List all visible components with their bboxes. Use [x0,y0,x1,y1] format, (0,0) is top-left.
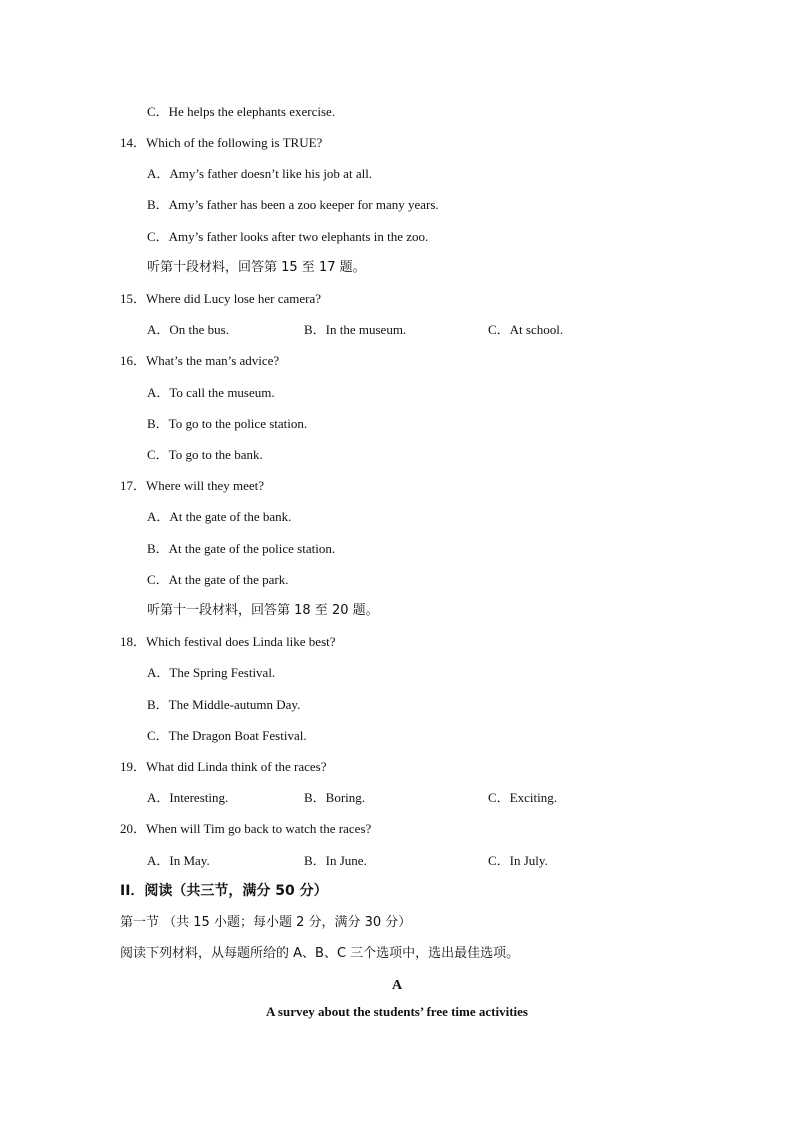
q15-option-a: A．On the bus. [147,322,229,337]
q20-option-b: B．In June. [304,853,367,868]
q16-option-a: A．To call the museum. [147,385,275,400]
passage-title: A survey about the students’ free time activities [265,1004,528,1019]
q16-option-b: B．To go to the police station. [147,416,308,431]
q17-option-b: B．At the gate of the police station. [147,541,336,556]
q17-option-c: C．At the gate of the park. [147,572,289,587]
q15-option-b: B．In the museum. [304,322,407,337]
question-19: 19．What did Linda think of the races? [120,759,327,774]
question-16: 16．What’s the man’s advice? [120,353,280,368]
q15-option-c: C．At school. [488,322,564,337]
reading-instruction: 阅读下列材料，从每题所给的 A、B、C 三个选项中，选出最佳选项。 [120,946,520,961]
q19-option-a: A．Interesting. [147,790,229,805]
question-20: 20．When will Tim go back to watch the races? [120,821,372,836]
question-17: 17．Where will they meet? [120,478,265,493]
listening-instruction-10: 听第十段材料，回答第 15 至 17 题。 [147,260,366,275]
q18-option-a: A．The Spring Festival. [147,665,276,680]
q14-option-c: C．Amy’s father looks after two elephants in the zoo. [147,229,429,244]
q20-option-c: C．In July. [488,853,548,868]
q14-option-a: A．Amy’s father doesn’t like his job at all. [147,166,373,181]
question-14: 14．Which of the following is TRUE? [120,135,323,150]
q18-option-c: C．The Dragon Boat Festival. [147,728,307,743]
q19-option-b: B．Boring. [304,790,366,805]
q20-option-a: A．In May. [147,853,210,868]
question-18: 18．Which festival does Linda like best? [120,634,336,649]
q18-option-b: B．The Middle-autumn Day. [147,697,301,712]
passage-label: A [391,978,403,993]
part-one-heading: 第一节 （共 15 小题；每小题 2 分，满分 30 分） [120,915,412,930]
q14-option-b: B．Amy’s father has been a zoo keeper for many years. [147,197,439,212]
q17-option-a: A．At the gate of the bank. [147,509,292,524]
listening-instruction-11: 听第十一段材料，回答第 18 至 20 题。 [147,603,379,618]
q19-option-c: C．Exciting. [488,790,557,805]
q16-option-c: C．To go to the bank. [147,447,263,462]
section-heading-reading: II．阅读（共三节，满分 50 分） [120,883,328,899]
question-15: 15．Where did Lucy lose her camera? [120,291,322,306]
q13-option-c: C．He helps the elephants exercise. [147,104,336,119]
